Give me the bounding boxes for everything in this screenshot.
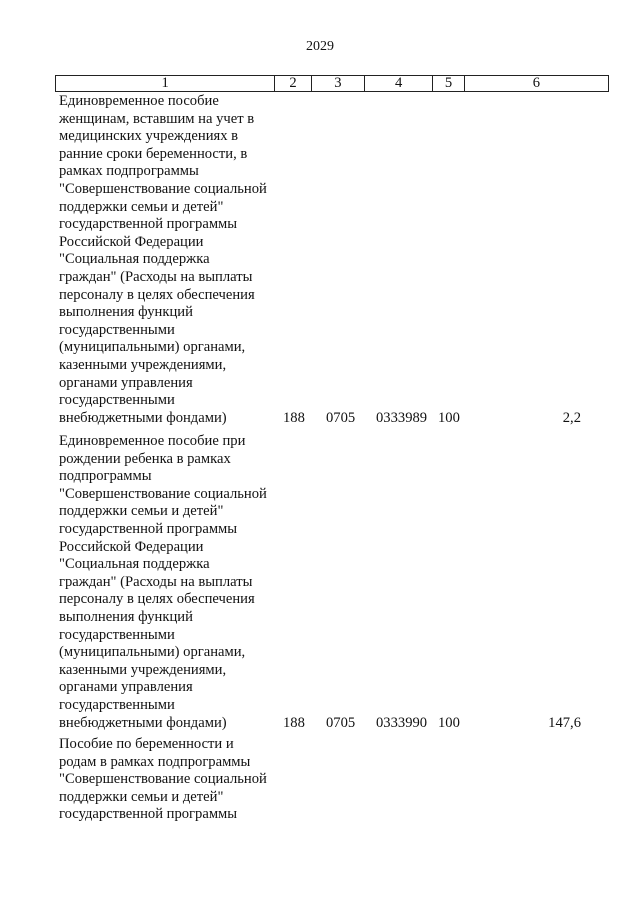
description-line: государственной программы <box>59 216 238 233</box>
table-header-row <box>55 75 609 92</box>
chapter-code: 188 <box>283 409 305 426</box>
description-line: граждан" (Расходы на выплаты <box>59 268 253 285</box>
column-header-5: 5 <box>432 76 464 91</box>
description-line: персоналу в целях обеспечения <box>59 286 255 303</box>
description-line: государственными <box>59 626 175 643</box>
description-line: Российской Федерации <box>59 538 204 555</box>
amount: 147,6 <box>548 714 581 731</box>
section-code: 0705 <box>326 409 356 426</box>
table-row <box>59 93 599 427</box>
description-line: (муниципальными) органами, <box>59 339 246 356</box>
column-header-1: 1 <box>161 75 169 91</box>
description-line: поддержки семьи и детей" <box>59 198 224 215</box>
expense-type-code: 100 <box>438 714 460 731</box>
description-line: государственными <box>59 696 175 713</box>
description-line: "Совершенствование социальной <box>59 771 267 788</box>
row-description <box>59 433 272 732</box>
description-line: рождении ребенка в рамках <box>59 450 231 467</box>
description-line: казенными учреждениями, <box>59 356 227 373</box>
target-article-code: 0333990 <box>376 714 428 731</box>
description-line: Единовременное пособие при <box>59 433 246 449</box>
description-line: "Социальная поддержка <box>59 251 210 268</box>
description-line: органами управления <box>59 679 193 696</box>
section-code: 0705 <box>326 714 356 731</box>
description-line: поддержки семьи и детей" <box>59 503 224 520</box>
description-line: родам в рамках подпрограммы <box>59 753 251 770</box>
description-line: органами управления <box>59 374 193 391</box>
table-row <box>59 736 599 824</box>
row-values <box>59 410 599 428</box>
description-line: женщинам, вставшим на учет в <box>59 110 255 127</box>
description-line: государственными <box>59 321 175 338</box>
column-header-6: 6 <box>464 76 608 91</box>
description-line: (муниципальными) органами, <box>59 644 246 661</box>
description-line: внебюджетными фондами) <box>59 714 227 731</box>
amount: 2,2 <box>562 409 581 426</box>
description-line: Единовременное пособие <box>59 93 219 109</box>
table-row <box>59 433 599 732</box>
description-line: выполнения функций <box>59 304 193 321</box>
row-description <box>59 93 272 427</box>
description-line: поддержки семьи и детей" <box>59 788 224 805</box>
row-description <box>59 736 272 824</box>
expense-type-code: 100 <box>438 409 460 426</box>
description-line: государственными <box>59 392 175 409</box>
description-line: граждан" (Расходы на выплаты <box>59 573 253 590</box>
row-values <box>59 715 599 733</box>
target-article-code: 0333989 <box>376 409 428 426</box>
column-header-2: 2 <box>274 76 311 91</box>
description-line: казенными учреждениями, <box>59 661 227 678</box>
chapter-code: 188 <box>283 714 305 731</box>
description-line: внебюджетными фондами) <box>59 409 227 426</box>
description-line: государственной программы <box>59 520 238 537</box>
description-line: Российской Федерации <box>59 233 204 250</box>
description-line: персоналу в целях обеспечения <box>59 591 255 608</box>
description-line: рамках подпрограммы <box>59 163 199 180</box>
column-header-3: 3 <box>311 76 364 91</box>
description-line: государственной программы <box>59 806 238 823</box>
description-line: медицинских учреждениях в <box>59 128 239 145</box>
column-header-4: 4 <box>364 76 432 91</box>
description-line: "Совершенствование социальной <box>59 485 267 502</box>
page-number: 2029 <box>306 39 334 54</box>
description-line: Пособие по беременности и <box>59 736 234 752</box>
description-line: ранние сроки беременности, в <box>59 145 248 162</box>
description-line: "Совершенствование социальной <box>59 180 267 197</box>
description-line: "Социальная поддержка <box>59 556 210 573</box>
description-line: подпрограммы <box>59 468 152 485</box>
description-line: выполнения функций <box>59 608 193 625</box>
